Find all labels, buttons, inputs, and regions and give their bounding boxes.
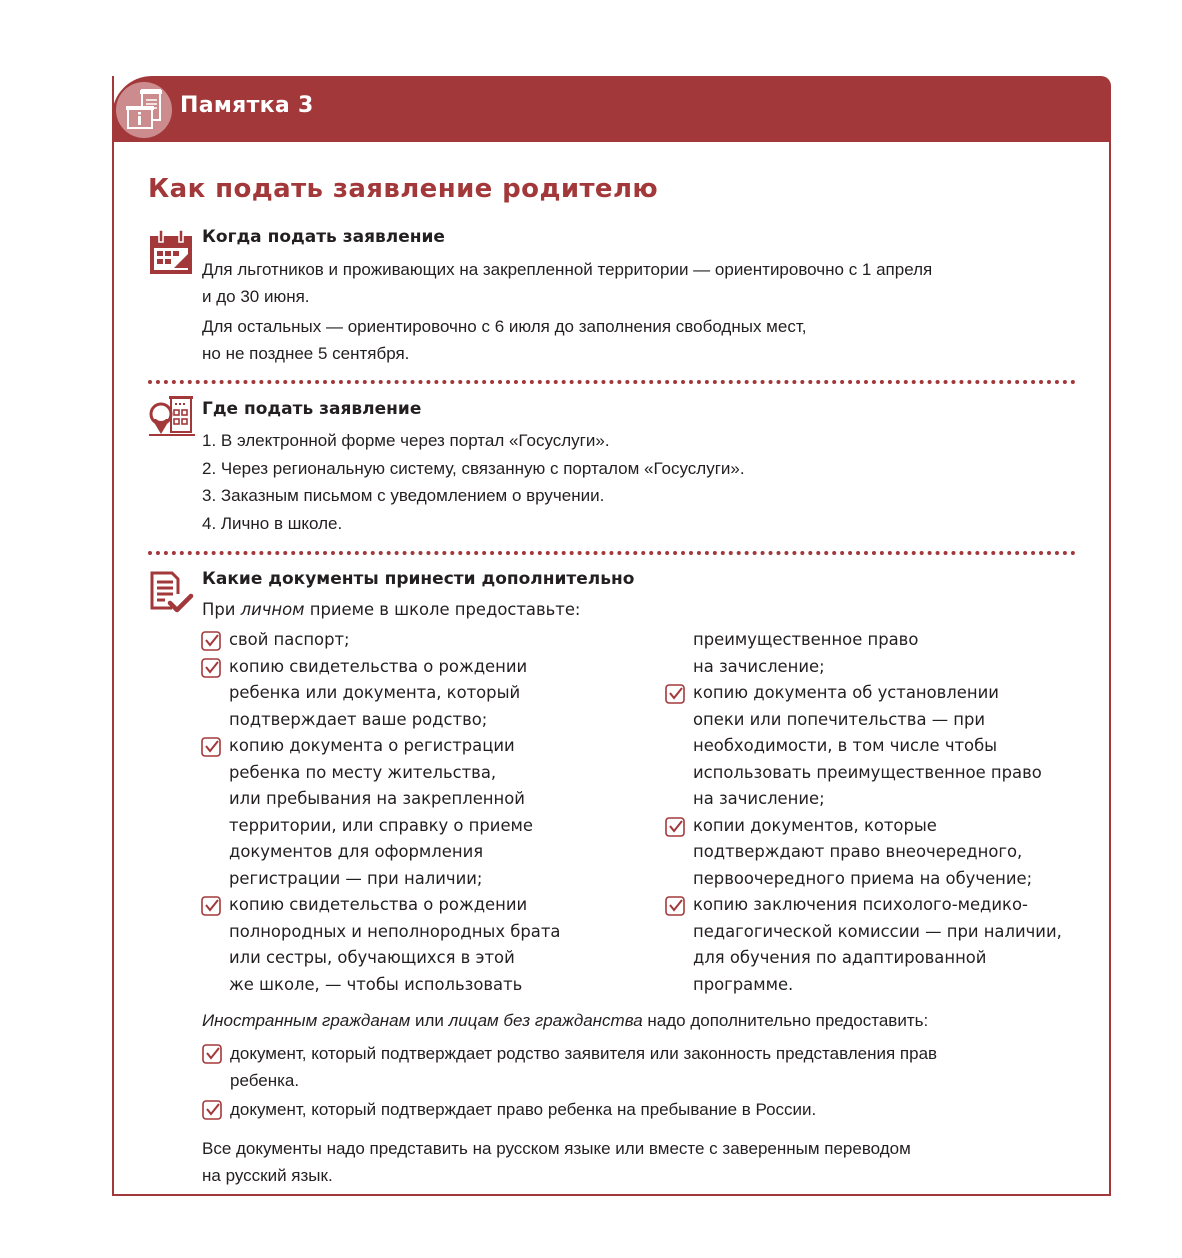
section-heading-where: Где подать заявление — [202, 399, 422, 419]
checklist-item: копию свидетельства о рождении полнородных и неполнородных брата или сестры, обучающихся в этой же школе, — чтобы использовать — [201, 892, 641, 998]
documents-intro: При личном приеме в школе предоставьте: — [202, 600, 581, 619]
section-body-when — [202, 257, 932, 367]
list-item: 4. Лично в школе. — [202, 513, 343, 533]
list-item: 1. В электронной форме через портал «Госуслуги». — [202, 431, 610, 450]
page-title: Как подать заявление родителю — [148, 174, 659, 204]
checkbox-checked-icon — [202, 1100, 223, 1120]
foreign-documents-list — [202, 1040, 1072, 1125]
section-heading-documents: Какие документы принести дополнительно — [202, 569, 635, 589]
checkbox-checked-icon — [201, 896, 222, 916]
card-header — [112, 76, 1111, 142]
list-item: 2. Через региональную систему, связанную с порталом «Госуслуги». — [202, 458, 745, 478]
list-item: 3. Заказным письмом с уведомлением о вручении. — [202, 486, 605, 505]
checkbox-checked-icon — [201, 658, 222, 678]
paragraph-line: и до 30 июня. — [202, 286, 310, 306]
checklist-item: копию свидетельства о рождении ребенка или документа, который подтверждает ваше родство; — [201, 654, 641, 734]
checkbox-checked-icon — [201, 737, 222, 757]
section-divider — [148, 380, 1076, 384]
checkbox-checked-icon — [665, 896, 686, 916]
section-heading-when: Когда подать заявление — [202, 227, 445, 247]
documents-right-column — [665, 627, 1085, 998]
checklist-item: копии документов, которые подтверждают право внеочередного, первоочередного приема на обучение; — [665, 813, 1085, 893]
final-note: Все документы надо представить на русском языке или вместе с заверенным переводом на русский язык. — [202, 1139, 911, 1185]
where-list — [202, 427, 745, 537]
checkbox-checked-icon — [202, 1044, 223, 1064]
paragraph-line: Для остальных — ориентировочно с 6 июля до заполнения свободных мест, — [202, 317, 807, 336]
documents-left-column — [201, 627, 641, 998]
section-divider — [148, 551, 1076, 555]
calendar-icon — [148, 228, 194, 276]
checklist-item: копию заключения психолого-медико- педагогической комиссии — при наличии, для обучения по адаптированной программе. — [665, 892, 1085, 998]
document-info-icon — [116, 82, 172, 138]
card-title: Памятка 3 — [180, 93, 314, 118]
paragraph-line: но не позднее 5 сентября. — [202, 343, 410, 363]
foreign-citizens-note: Иностранным гражданам или лицам без гражданства надо дополнительно предоставить: — [202, 1011, 929, 1030]
checkbox-checked-icon — [201, 631, 222, 651]
paragraph-line: Для льготников и проживающих на закрепленной территории — ориентировочно с 1 апреля — [202, 260, 933, 279]
location-building-icon — [147, 394, 197, 440]
checkbox-checked-icon — [665, 684, 686, 704]
checklist-item: документ, который подтверждает право ребенка на пребывание в России. — [202, 1096, 1072, 1123]
checklist-item-continuation: преимущественное право на зачисление; — [693, 630, 919, 676]
checklist-item: свой паспорт; — [201, 627, 641, 654]
checkbox-checked-icon — [665, 817, 686, 837]
checklist-item: копию документа об установлении опеки или попечительства — при необходимости, в том числе чтобы использовать преимущественное право на зачисление; — [665, 680, 1085, 813]
checklist-item: копию документа о регистрации ребенка по месту жительства, или пребывания на закрепленной территории, или справку о приеме документов для оформления регистрации — при наличии; — [201, 733, 641, 892]
document-check-icon — [148, 570, 194, 616]
checklist-item: документ, который подтверждает родство заявителя или законность представления прав ребенка. — [202, 1040, 1072, 1094]
